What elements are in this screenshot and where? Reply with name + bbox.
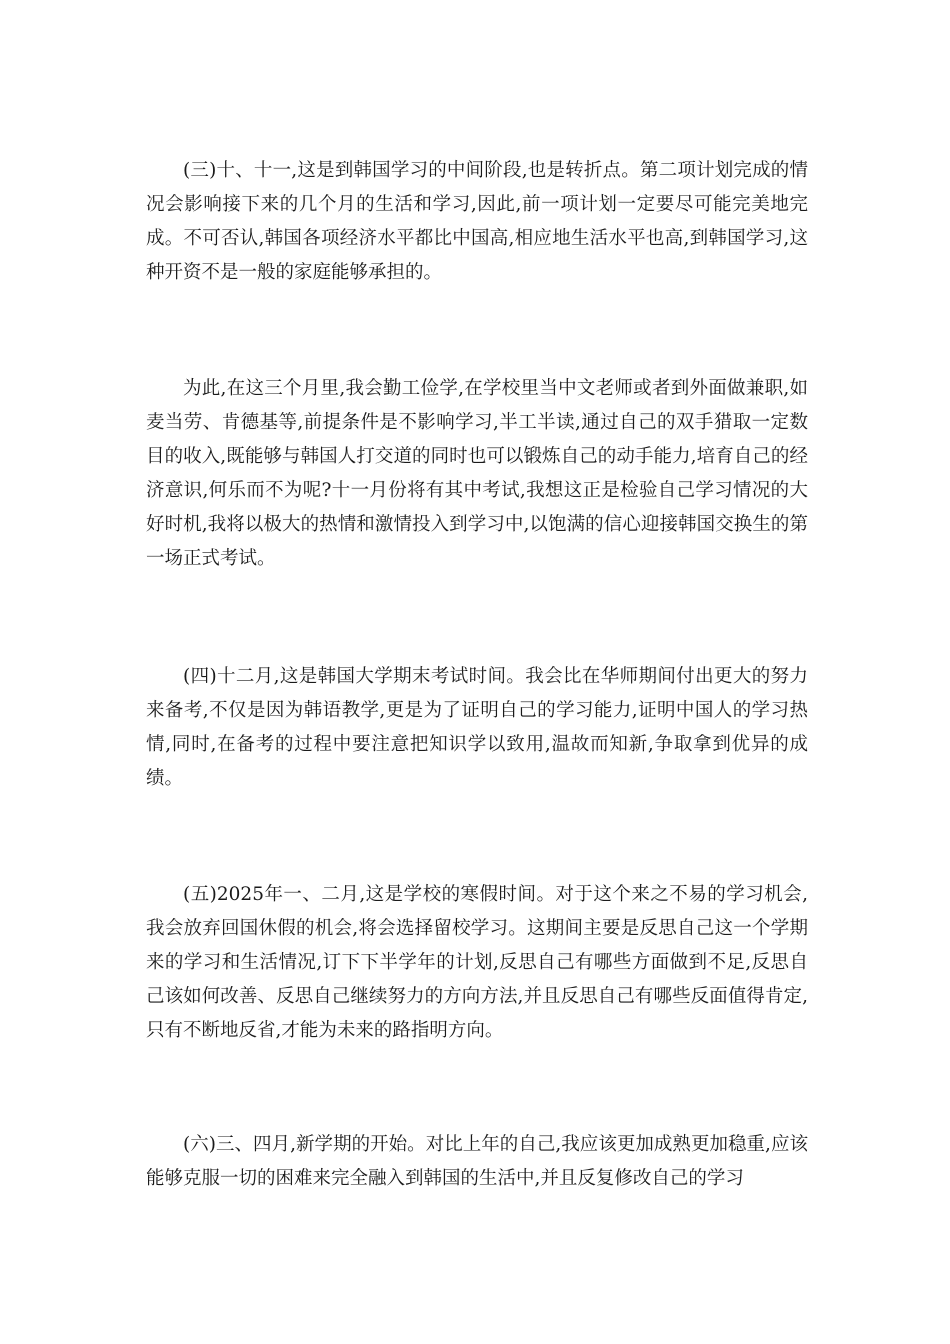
paragraph-section-3: (三)十、十一,这是到韩国学习的中间阶段,也是转折点。第二项计划完成的情况会影响接下来的几个月的生活和学习,因此,前一项计划一定要尽可能完美地完成。不可否认,韩国各项经济水平都比中国高,相应地生活水平也高,到韩国学习,这种开资不是一般的家庭能够承担的。 [146, 160, 808, 283]
paragraph-section-6: (六)三、四月,新学期的开始。对比上年的自己,我应该更加成熟更加稳重,应该能够克服一切的困难来完全融入到韩国的生活中,并且反复修改自己的学习 [146, 1134, 808, 1189]
paragraph-work-study: 为此,在这三个月里,我会勤工俭学,在学校里当中文老师或者到外面做兼职,如麦当劳、肯德基等,前提条件是不影响学习,半工半读,通过自己的双手猎取一定数目的收入,既能够与韩国人打交道的同时也可以锻炼自己的动手能力,培育自己的经济意识,何乐而不为呢?十一月份将有其中考试,我想这正是检验自己学习情况的大好时机,我将以极大的热情和激情投入到学习中,以饱满的信心迎接韩国交换生的第一场正式考试。 [146, 378, 808, 569]
paragraph-section-4: (四)十二月,这是韩国大学期末考试时间。我会比在华师期间付出更大的努力来备考,不仅是因为韩语教学,更是为了证明自己的学习能力,证明中国人的学习热情,同时,在备考的过程中要注意把知识学以致用,温故而知新,争取拿到优异的成绩。 [146, 666, 808, 789]
paragraph-section-5: (五)2025年一、二月,这是学校的寒假时间。对于这个来之不易的学习机会,我会放弃回国休假的机会,将会选择留校学习。这期间主要是反思自己这一个学期来的学习和生活情况,订下下半学年的计划,反思自己有哪些方面做到不足,反思自己该如何改善、反思自己继续努力的方向方法,并且反思自己有哪些反面值得肯定,只有不断地反省,才能为未来的路指明方向。 [146, 884, 808, 1041]
